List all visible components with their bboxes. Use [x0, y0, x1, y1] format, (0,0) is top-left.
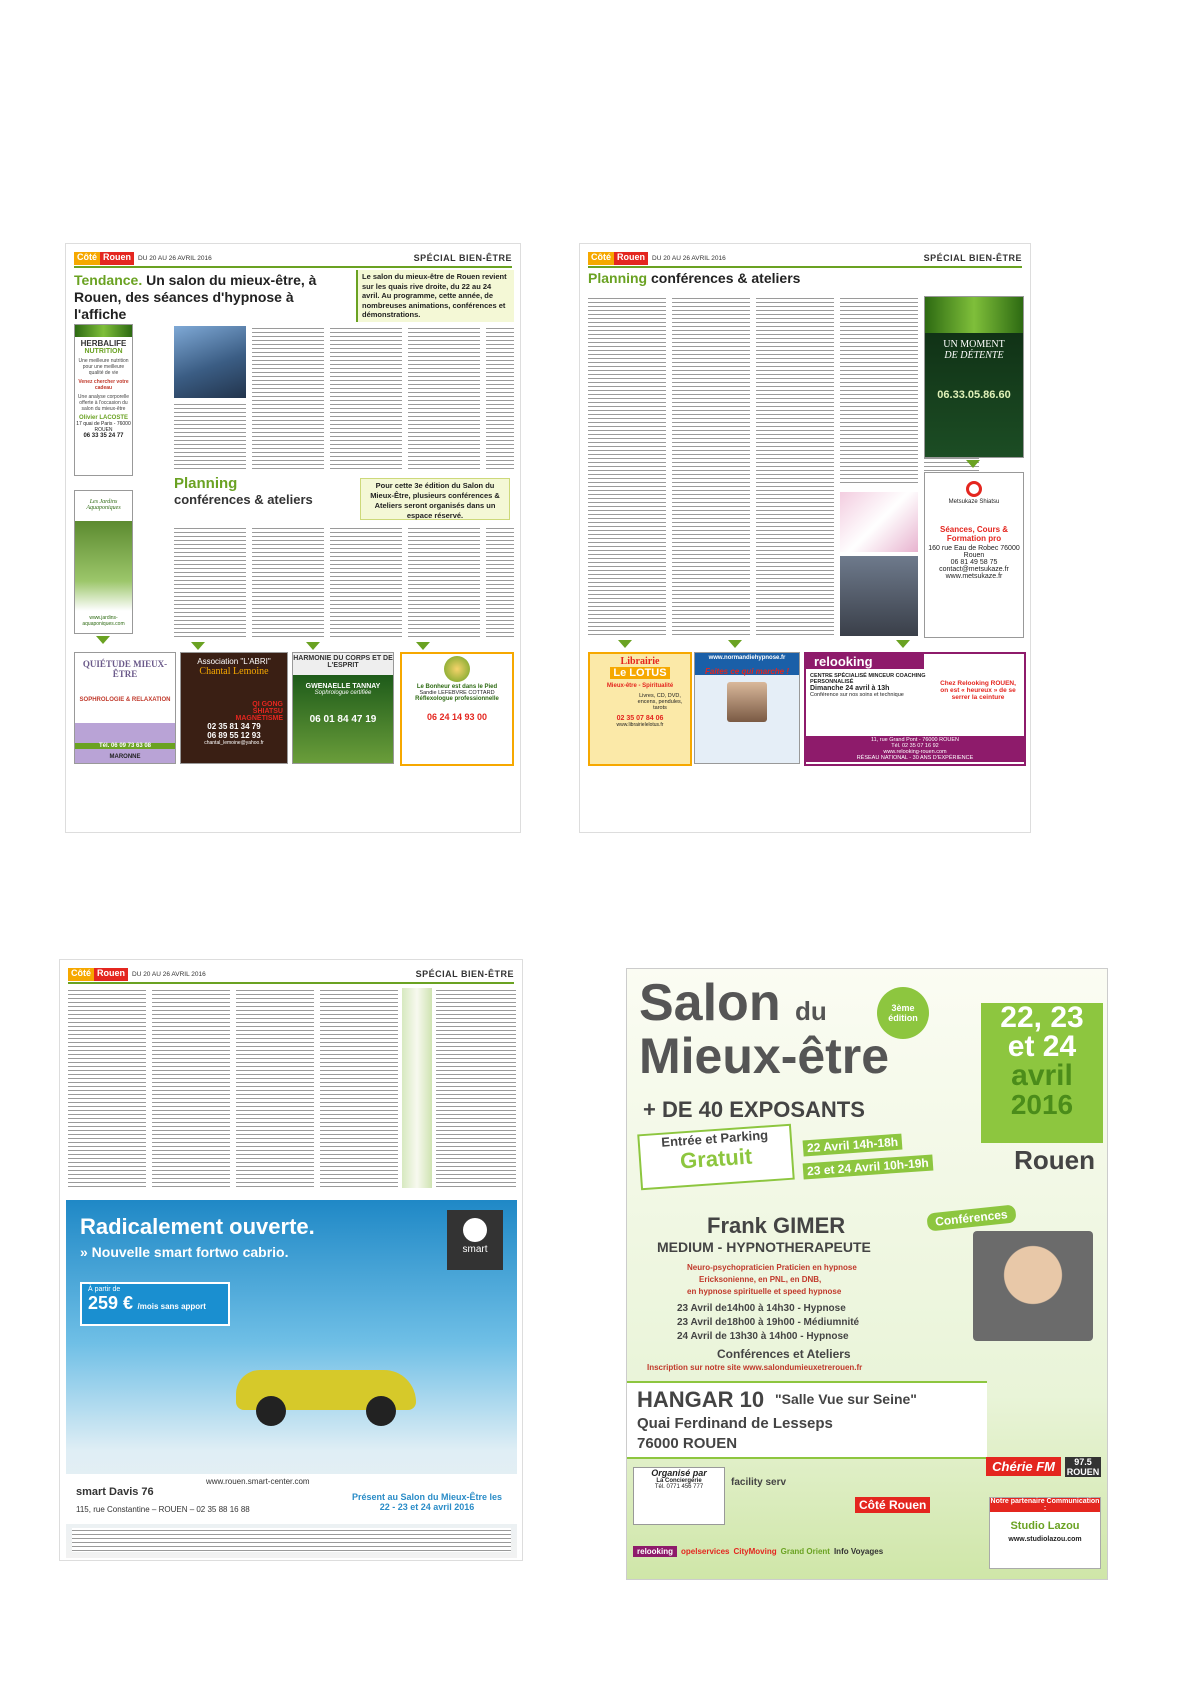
ad-bonheur-name: Sandie LEFEBVRE COTTARD — [419, 690, 495, 696]
ad-labri-email: chantal_lemoine@yahoo.fr — [204, 740, 264, 746]
issue-date: DU 20 AU 26 AVRIL 2016 — [138, 254, 212, 262]
organizer-box — [633, 1467, 725, 1525]
smart-price: 259 € — [88, 1293, 134, 1313]
planning-heading — [174, 476, 313, 508]
sponsor-info-voyages: Info Voyages — [833, 1546, 884, 1556]
venue-banner — [627, 1381, 987, 1459]
relooking-sub: CENTRE SPÉCIALISÉ MINCEUR COACHING PERSONNALISÉ — [810, 673, 926, 685]
lotus-products: Livres, CD, DVD, encens, pendules, tarots — [637, 693, 683, 711]
ad-labri — [180, 652, 288, 764]
ad-labri-name: Chantal Lemoine — [199, 666, 269, 677]
arrow-down-icon — [966, 460, 980, 468]
sponsor-relooking: relooking — [633, 1546, 677, 1557]
headline-kicker: Tendance. — [74, 272, 143, 288]
relooking-date: Dimanche 24 avril à 13h — [810, 685, 890, 692]
smart-car-image — [226, 1350, 426, 1430]
session-1: 23 Avril de14h00 à 14h30 - Hypnose — [677, 1303, 846, 1314]
issue-date: DU 20 AU 26 AVRIL 2016 — [652, 254, 726, 262]
metsukaze-url: www.metsukaze.fr — [945, 573, 1003, 580]
section-title: SPÉCIAL BIEN-ÊTRE — [923, 253, 1022, 263]
schedule-column-2 — [152, 988, 230, 1188]
studio-lazou-logo: Studio Lazou — [1010, 1520, 1080, 1532]
ad-bonheur-phone: 06 24 14 93 00 — [426, 712, 488, 722]
ad-normandie-hypnose — [694, 652, 800, 764]
speaker-role: MEDIUM - HYPNOTHERAPEUTE — [657, 1239, 871, 1255]
speaker-photo — [973, 1231, 1093, 1341]
ad-quietude-title: QUIÉTUDE MIEUX-ÊTRE — [82, 659, 168, 679]
logo-cote: Côté — [588, 252, 614, 265]
schedule-column-1 — [68, 988, 146, 1188]
smart-price-post: /mois sans apport — [137, 1302, 206, 1311]
metsukaze-tagline: Séances, Cours & Formation pro — [939, 525, 1009, 543]
arrow-down-icon — [896, 640, 910, 648]
radio-frequency: 97.5 ROUEN — [1066, 1457, 1100, 1477]
relooking-network: RÉSEAU NATIONAL - 30 ANS D'EXPÉRIENCE — [856, 755, 974, 761]
moment-phone: 06.33.05.86.60 — [937, 389, 1011, 401]
poster-hours-1: 22 Avril 14h-18h — [803, 1134, 903, 1157]
venue-city: 76000 ROUEN — [637, 1435, 738, 1452]
planning-column-4 — [408, 526, 480, 638]
bamboo-decoration — [925, 297, 1023, 333]
session-3: 24 Avril de 13h30 à 14h00 - Hypnose — [677, 1331, 849, 1342]
page-1-tendance — [66, 244, 520, 832]
organizer-phone: Tél. 0771 456 777 — [654, 1484, 704, 1490]
herbalife-phone: 06 33 35 24 77 — [83, 433, 124, 439]
poster-dates-2: et 24 — [1007, 1030, 1077, 1063]
relooking-logo: relooking — [806, 654, 924, 669]
planning-column-3 — [330, 526, 402, 638]
planning-column-2 — [252, 526, 324, 638]
ad-labri-services: QI GONG SHIATSU MAGNÉTISME — [235, 701, 283, 722]
ad-labri-title: Association "L'ABRI" — [197, 657, 271, 666]
cherie-fm-logo: Chérie FM — [986, 1457, 1061, 1476]
entry-free-badge — [637, 1124, 795, 1191]
lotus-name: Le LOTUS — [610, 667, 670, 679]
ad-quietude — [74, 652, 176, 764]
organizer-name: La Conciergerie — [656, 1478, 702, 1484]
relooking-conf: Conférence sur nos soins et technique — [810, 692, 904, 698]
ad-labri-phone: 02 35 81 34 79 — [207, 722, 261, 731]
facility-serv-logo: facility serv — [731, 1477, 787, 1488]
ad-librairie-lotus — [588, 652, 692, 766]
article-column-2 — [252, 326, 324, 471]
sponsor-citymoving: CityMoving — [733, 1546, 777, 1556]
moment-line1: UN MOMENT — [943, 339, 1005, 350]
logo-rouen: Rouen — [100, 252, 134, 265]
venue-address: Quai Ferdinand de Lesseps — [637, 1415, 833, 1432]
ad-bonheur-title: Le Bonheur est dans le Pied — [416, 684, 498, 690]
intro-box: Le salon du mieux-être de Rouen revient sur les quais rive droite, du 22 au 24 avril. Au programme, cette année, de nombreuses animations, conférences et démonstrations. — [356, 270, 514, 322]
speaker-desc-1: Neuro-psychopraticien Praticien en hypnose — [687, 1263, 857, 1272]
smart-logo-icon — [463, 1218, 487, 1242]
sponsor-grand-orient: Grand Orient — [780, 1546, 830, 1556]
ad-bonheur-sub: Réflexologue professionnelle — [415, 696, 499, 702]
page-header — [68, 966, 514, 984]
poster-title-salon: Salon — [639, 974, 781, 1032]
page-header — [74, 250, 512, 268]
smart-headline: Radicalement ouverte. — [80, 1214, 315, 1239]
smart-price-pre: À partir de — [88, 1286, 121, 1293]
relooking-promo: Chez Relooking ROUEN, on est « heureux » de se serrer la ceinture — [940, 680, 1016, 701]
herbalife-tagline: Une meilleure nutrition pour une meilleure qualité de vie — [78, 358, 129, 376]
session-2: 23 Avril de18h00 à 19h00 - Médiumnité — [677, 1317, 860, 1328]
page-header — [588, 250, 1022, 268]
relooking-address: 11, rue Grand Pont - 76000 ROUEN — [871, 737, 959, 743]
foot-logo-icon — [444, 656, 470, 682]
bamboo-decoration — [75, 325, 132, 337]
smart-salon-notice: Présent au Salon du Mieux-Être les 22 - 23 et 24 avril 2016 — [351, 1492, 503, 1512]
metsukaze-address: 160 rue Eau de Robec 76000 Rouen — [928, 545, 1020, 559]
dates-box — [981, 1003, 1103, 1143]
sponsor-strip — [633, 1529, 993, 1573]
moment-line2: DE DÉTENTE — [944, 350, 1004, 361]
hypnose-slogan: Faites ce qui marche ! — [704, 667, 790, 676]
hypnose-url: www.normandiehypnose.fr — [708, 655, 786, 661]
ad-quietude-phone: Tél. 06 09 73 63 08 — [75, 743, 175, 749]
cote-rouen-logo — [74, 252, 134, 265]
poster-dates-1: 22, 23 — [1000, 1001, 1084, 1034]
page2-title — [588, 270, 800, 286]
relooking-phone: Tél. 02 35 07 16 92 — [891, 743, 939, 749]
salon-poster — [626, 968, 1108, 1580]
ad-harmonie-name: GWENAELLE TANNAY — [305, 683, 381, 690]
jardins-url: www.jardins-aquaponiques.com — [82, 615, 125, 627]
schedule-column-3 — [236, 988, 314, 1188]
schedule-column-1 — [588, 296, 666, 636]
herbalife-offer: Une analyse corporelle offerte à l'occasion du salon du mieux-être — [77, 394, 130, 412]
metsukaze-email: contact@metsukaze.fr — [939, 566, 1009, 573]
section-title: SPÉCIAL BIEN-ÊTRE — [413, 253, 512, 263]
arrow-down-icon — [728, 640, 742, 648]
planning-column-5 — [486, 526, 514, 638]
herbalife-ad — [74, 324, 133, 476]
smart-address: 115, rue Constantine – ROUEN – 02 35 88 16 88 — [76, 1505, 250, 1514]
page2-title-sub: conférences & ateliers — [651, 270, 801, 286]
article-column-4 — [408, 326, 480, 471]
logo-cote: Côté — [74, 252, 100, 265]
smart-legal-text — [72, 1528, 511, 1552]
edition-badge: 3ème édition — [877, 987, 929, 1039]
poster-hours-2: 23 et 24 Avril 10h-19h — [803, 1154, 934, 1179]
headline-text: Un salon du mieux-être, à Rouen, des séances d'hypnose à l'affiche — [74, 272, 317, 322]
herbalife-brand: HERBALIFE — [80, 339, 127, 348]
logo-cote: Côté — [68, 968, 94, 981]
venue-name: HANGAR 10 — [637, 1387, 765, 1412]
conferences-tag: Conférences — [926, 1204, 1016, 1231]
speaker-desc-2: Ericksonienne, en PNL, en DNB, — [699, 1275, 822, 1284]
ad-quietude-city: MARONNE — [109, 754, 141, 760]
ad-quietude-sub: SOPHROLOGIE & RELAXATION — [79, 697, 171, 703]
ad-metsukaze — [924, 472, 1024, 638]
poster-dates-4: 2016 — [1010, 1089, 1074, 1120]
headline — [74, 272, 349, 323]
cote-rouen-logo — [68, 968, 128, 981]
poster-gratuit: Gratuit — [679, 1143, 753, 1174]
event-photo — [840, 556, 918, 636]
metsukaze-name: Metsukaze Shiatsu — [948, 499, 1000, 505]
metsukaze-logo-icon — [966, 481, 982, 497]
ad-moment-detente — [924, 296, 1024, 458]
ad-harmonie-phone: 06 01 84 47 19 — [309, 714, 377, 725]
smart-price-box — [80, 1282, 230, 1326]
jardins-title: Les Jardins Aquaponiques — [86, 499, 121, 511]
logo-rouen: Rouen — [614, 252, 648, 265]
studio-lazou-url: www.studiolazou.com — [1008, 1536, 1082, 1543]
speaker-desc-3: en hypnose spirituelle et speed hypnose — [687, 1287, 842, 1296]
ad-harmonie-sub: Sophrologue certifiée — [314, 690, 372, 696]
arrow-down-icon — [618, 640, 632, 648]
schedule-column-5 — [436, 988, 516, 1188]
poster-dates-3: avril — [1011, 1059, 1073, 1092]
inscription-text: Inscription sur notre site www.salondumieuxetrerouen.fr — [647, 1363, 863, 1372]
planning-title: Planning — [174, 475, 238, 492]
smart-brand: smart — [462, 1244, 488, 1255]
herbalife-gift: Venez chercher votre cadeau — [78, 379, 129, 391]
page2-title-planning: Planning — [588, 270, 648, 286]
sponsor-opel: opelservices — [681, 1546, 730, 1556]
planning-subtitle: conférences & ateliers — [174, 492, 313, 507]
arrow-down-icon — [191, 642, 205, 650]
logo-rouen: Rouen — [94, 968, 128, 981]
cote-rouen-sponsor: Côté Rouen — [855, 1497, 930, 1513]
article-column-1 — [174, 402, 246, 470]
cote-rouen-logo — [588, 252, 648, 265]
ad-harmonie — [292, 652, 394, 764]
poster-title-du: du — [795, 996, 827, 1026]
relooking-url: www.relooking-rouen.com — [883, 749, 947, 755]
schedule-column-2 — [672, 296, 750, 636]
speaker-name: Frank GIMER — [707, 1213, 846, 1238]
planning-column-1 — [174, 526, 246, 638]
hypnotist-photo — [727, 682, 767, 722]
herbalife-contact-name: Olivier LACOSTE — [78, 415, 128, 421]
metsukaze-phone: 06 81 49 58 75 — [950, 559, 998, 566]
arrow-down-icon — [416, 642, 430, 650]
arrow-down-icon — [96, 636, 110, 644]
schedule-column-4 — [840, 296, 918, 486]
organizer-label: Organisé par — [651, 1468, 707, 1478]
schedule-column-4 — [320, 988, 398, 1188]
lotus-sub: Mieux-être - Spiritualité — [606, 683, 674, 689]
schedule-column-3 — [756, 296, 834, 636]
smart-logo — [447, 1210, 503, 1270]
herbalife-nutrition: NUTRITION — [84, 348, 123, 355]
smart-url: www.rouen.smart-center.com — [206, 1477, 310, 1486]
article-column-5 — [486, 326, 514, 471]
page-2-planning — [580, 244, 1030, 832]
lotus-url: www.librairielelotus.fr — [616, 722, 664, 728]
poster-exposants: + DE 40 EXPOSANTS — [643, 1097, 865, 1122]
lotus-photo — [840, 492, 918, 552]
lotus-phone: 02 35 07 84 06 — [616, 715, 664, 722]
section-title: SPÉCIAL BIEN-ÊTRE — [415, 969, 514, 979]
lotus-title: Librairie — [620, 656, 660, 667]
ad-labri-phone-2: 06 89 55 12 93 — [207, 731, 261, 740]
partner-box — [989, 1497, 1101, 1569]
arrow-down-icon — [306, 642, 320, 650]
ad-relooking — [804, 652, 1026, 766]
venue-room: "Salle Vue sur Seine" — [775, 1391, 917, 1407]
smart-subheadline: » Nouvelle smart fortwo cabrio. — [80, 1244, 289, 1260]
ad-harmonie-title: HARMONIE DU CORPS ET DE L'ESPRIT — [293, 655, 393, 669]
salon-info-box: Pour cette 3e édition du Salon du Mieux-Être, plusieurs conférences & Ateliers seront organisés dans un espace réservé. — [360, 478, 510, 520]
conferences-ateliers: Conférences et Ateliers — [717, 1347, 851, 1361]
smart-dealer: smart Davis 76 — [76, 1486, 154, 1498]
poster-title-mieux-etre: Mieux-être — [639, 1028, 890, 1084]
poster-entree: Entrée et Parking — [660, 1127, 769, 1150]
ad-bonheur-pied — [400, 652, 514, 766]
poster-city: Rouen — [1014, 1145, 1095, 1175]
smart-ad — [66, 1200, 517, 1558]
herbalife-address: 17 quai de Paris - 76000 ROUEN — [76, 421, 131, 433]
bamboo-photo — [402, 988, 432, 1188]
issue-date: DU 20 AU 26 AVRIL 2016 — [132, 970, 206, 978]
building-photo — [174, 326, 246, 398]
partner-label: Notre partenaire Communication : — [990, 1498, 1100, 1512]
jardins-aquaponiques-ad — [74, 490, 133, 634]
article-column-3 — [330, 326, 402, 471]
